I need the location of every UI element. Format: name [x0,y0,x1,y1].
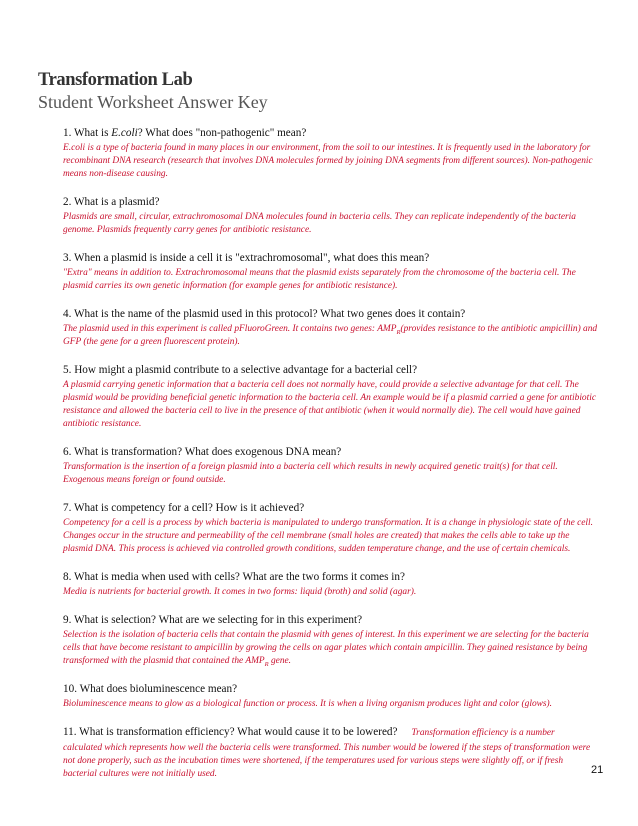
question-11: 11. What is transformation efficiency? What would cause it to be lowered? Transformation efficiency is a number [63,726,555,738]
answer-1: E.coli is a type of bacteria found in many places in our environment, from the soil to our intestines. It is frequently used in the laboratory for recombinant DNA research (research that involves DNA molecules formed by joining DNA segments from different sources). Non-pathogenic means non-disease causing. [63,143,593,179]
qa-list [63,126,598,781]
question-1: 1. What is E.coli? What does "non-pathogenic" mean? [63,127,307,139]
page-subtitle: Student Worksheet Answer Key [38,92,268,112]
question-6: 6. What is transformation? What does exogenous DNA mean? [63,446,342,458]
qa-item-1 [63,126,598,181]
answer-9: Selection is the isolation of bacteria cells that contain the plasmid with genes of interest. In this experiment we are selecting for the bacteria cells that have become resistant to ampicillin by growing the cells on agar plates which contain ampicillin. They gained resistance by being transformed with the plasmid that contained the $AMP_R$ gene. [63,630,589,668]
answer-11-inline: Transformation efficiency is a number [411,728,555,738]
question-7: 7. What is competency for a cell? How is it achieved? [63,502,305,514]
qa-item-6 [63,445,598,487]
page-number: 21 [591,764,604,776]
qa-item-11 [63,725,598,781]
question-8: 8. What is media when used with cells? What are the two forms it comes in? [63,571,405,583]
answer-4: The plasmid used in this experiment is called pFluoroGreen. It contains two genes: $AMP_R(provides$ resistance to the antibiotic ampicillin) and GFP (the gene for a green fluorescent protein). [63,324,598,347]
answer-6: Transformation is the insertion of a foreign plasmid into a bacteria cell which results in newly acquired genetic trait(s) for that cell. Exogenous means foreign or found outside. [63,462,558,485]
qa-item-8 [63,570,598,599]
answer-5: A plasmid carrying genetic information that a bacteria cell does not normally have, could provide a selective advantage for that cell. The plasmid would be providing beneficial genetic information to the bacteria cell. An example would be if a plasmid carried a gene for antibiotic resistance and allowed the bacteria cell to live in the presence of that antibiotic (when it would normally die). The cell would have gained antibiotic resistance. [63,380,596,429]
question-3: 3. When a plasmid is inside a cell it is "extrachromosomal", what does this mean? [63,252,430,264]
qa-item-5 [63,363,598,431]
answer-3: "Extra" means in addition to. Extrachromosomal means that the plasmid exists separately from the chromosome of the bacteria cell. The plasmid carries its own genetic information (for example genes for antibiotic resistance). [63,268,576,291]
question-10: 10. What does bioluminescence mean? [63,683,238,695]
answer-8: Media is nutrients for bacterial growth. It comes in two forms: liquid (broth) and solid (agar). [63,587,417,597]
page-title: Transformation Lab [38,70,193,90]
answer-7: Competency for a cell is a process by which bacteria is manipulated to undergo transformation. It is a change in physiologic state of the cell. Changes occur in the structure and permeability of the cell membrane (small holes are created) that makes the cells able to take up the plasmid DNA. This process is achieved via controlled growth conditions, sudden temperature change, and the use of certain chemicals. [63,518,593,554]
answer-11: calculated which represents how well the bacteria cells were transformed. This number would be lowered if the steps of transformation were not done properly, such as the incubation times were shortened, if the temperatures used for various steps were slightly off, or if fresh bacterial cultures were not initially used. [63,743,591,779]
question-2: 2. What is a plasmid? [63,196,160,208]
answer-10: Bioluminescence means to glow as a biological function or process. It is when a living organism produces light and color (glows). [63,699,553,709]
qa-item-10 [63,682,598,711]
question-4: 4. What is the name of the plasmid used in this protocol? What two genes does it contain? [63,308,466,320]
question-5: 5. How might a plasmid contribute to a selective advantage for a bacterial cell? [63,364,418,376]
qa-item-2 [63,195,598,237]
qa-item-3 [63,251,598,293]
qa-item-7 [63,501,598,556]
qa-item-4 [63,307,598,349]
qa-item-9 [63,613,598,668]
answer-2: Plasmids are small, circular, extrachromosomal DNA molecules found in bacteria cells. They can replicate independently of the bacteria genome. Plasmids frequently carry genes for antibiotic resistance. [63,212,576,235]
question-9: 9. What is selection? What are we selecting for in this experiment? [63,614,363,626]
